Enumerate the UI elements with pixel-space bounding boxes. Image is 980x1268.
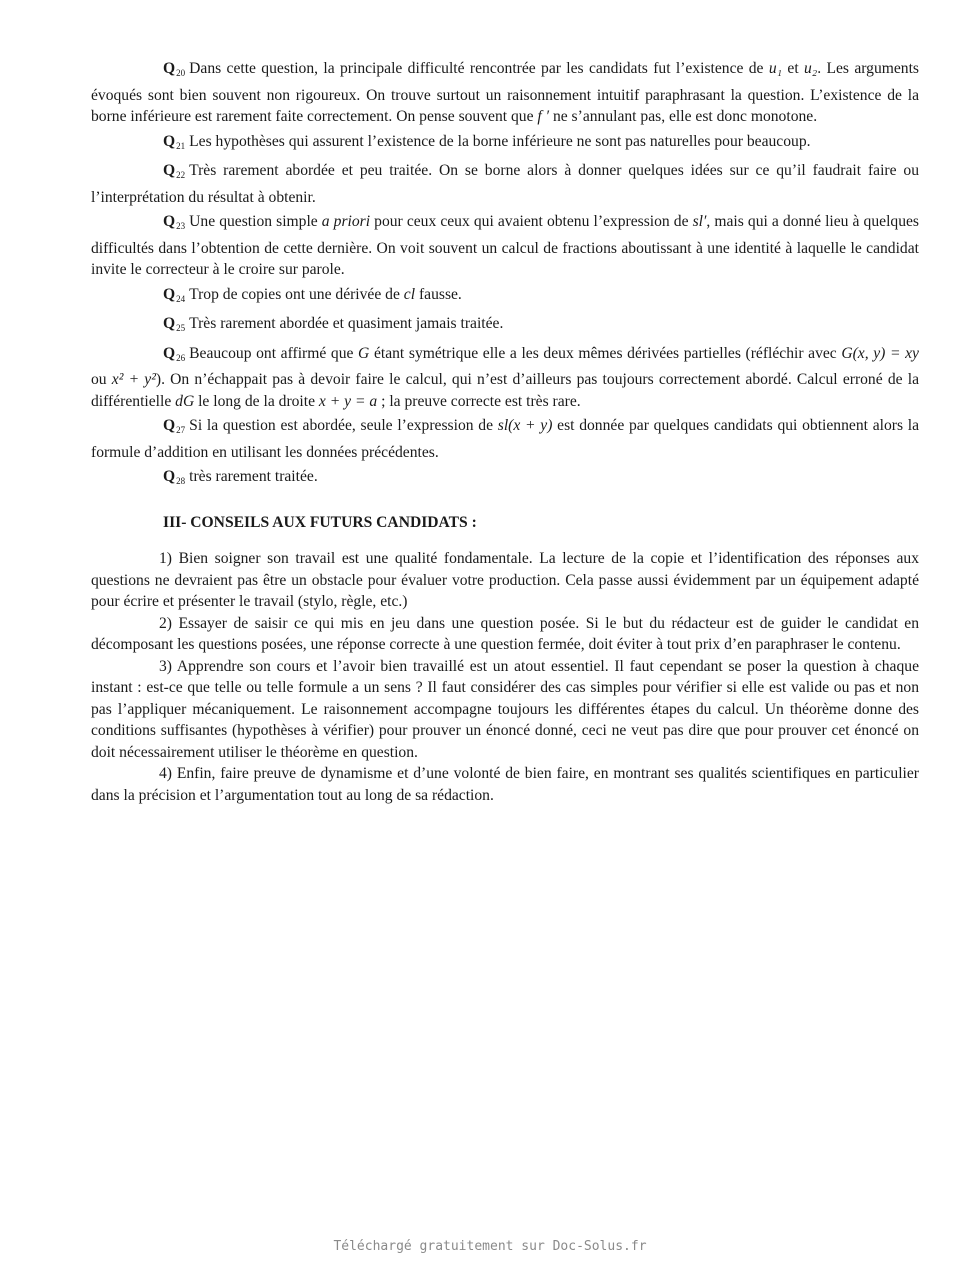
advice-paragraph: 3) Apprendre son cours et l’avoir bien travaillé est un atout essentiel. Il faut cependant se poser la question à chaque instant : est-ce que telle ou telle formule a un sens ? Il faut considérer des cas simples pour vérifier si elle est valide ou pas et non pas l’appliquer mécaniquement. Le raisonnement accompagne toujours les différentes étapes du calcul. Un théorème donne des conditions suffisantes (hypothèses à vérifier) pour prouver un énoncé donné, ceci ne veut pas dire que pour prouver cet énoncé on doit nécessairement utiliser le théorème en question.	[91, 657, 919, 761]
question-paragraph	[91, 131, 919, 158]
question-paragraph	[91, 284, 919, 311]
question-paragraph	[91, 160, 919, 208]
advice-paragraph: 4) Enfin, faire preuve de dynamisme et d’une volonté de bien faire, en montrant ses qualités scientifiques en particulier dans la précision et l’argumentation tout au long de sa rédaction.	[91, 765, 919, 804]
question-paragraph	[91, 313, 919, 340]
math-expression: x² + y²	[111, 371, 156, 388]
question-text: est donnée par quelques candidats qui obtiennent alors la formule d’addition en utilisant les données précédentes.	[91, 417, 920, 461]
footer-watermark: Téléchargé gratuitement sur Doc-Solus.fr	[333, 1239, 647, 1254]
question-text: le long de la droite	[194, 392, 319, 410]
question-text: pour ceux ceux qui avaient obtenu l’expression de	[370, 213, 693, 230]
question-number: 26	[176, 352, 186, 363]
question-label: Q	[163, 468, 176, 485]
math-expression: cl	[403, 285, 416, 303]
math-expression: sl′	[692, 213, 707, 230]
question-text: Beaucoup ont affirmé que	[189, 344, 359, 362]
math-expression: G	[358, 344, 370, 362]
question-text: Dans cette question, la principale difficulté rencontrée par les candidats fut l’existence de	[189, 60, 769, 77]
question-paragraph	[91, 415, 919, 463]
question-label: Q	[163, 315, 176, 332]
question-number: 28	[176, 476, 186, 486]
question-text: et	[782, 60, 804, 77]
section-title: III- CONSEILS AUX FUTURS CANDIDATS :	[163, 513, 477, 531]
question-text: ou	[91, 371, 112, 388]
advice-list	[91, 548, 919, 806]
math-expression: dG	[175, 392, 195, 410]
math-expression: x + y = a	[318, 392, 378, 410]
question-paragraph	[91, 343, 919, 413]
question-number: 27	[176, 425, 186, 435]
question-label: Q	[163, 213, 176, 230]
question-label: Q	[163, 417, 176, 434]
math-expression: f ′	[537, 108, 550, 125]
question-text: Très rarement abordée et quasiment jamais traitée.	[189, 315, 504, 332]
math-expression: a priori	[321, 213, 371, 230]
question-text: Si la question est abordée, seule l’expression de	[189, 417, 498, 434]
question-number: 22	[176, 170, 186, 180]
question-label: Q	[163, 344, 176, 362]
math-expression: sl(x + y)	[497, 417, 553, 434]
question-text: Les hypothèses qui assurent l’existence de la borne inférieure ne sont pas naturelles pour beaucoup.	[189, 132, 811, 150]
question-text: Très rarement abordée et peu traitée. On se borne alors à donner quelques idées sur ce qu’il faudrait faire ou l’interprétation du résultat à obtenir.	[91, 162, 919, 206]
questions-list	[91, 58, 919, 493]
question-label: Q	[163, 60, 176, 77]
question-text: . Les arguments évoqués sont bien souvent non rigoureux. On trouve surtout un raisonnement intuitif paraphrasant la question. L’existence de la borne inférieure est rarement faite correctement. On pense souvent que	[91, 60, 919, 125]
question-label: Q	[163, 162, 176, 179]
question-label: Q	[163, 285, 176, 303]
question-number: 23	[176, 221, 186, 231]
question-paragraph	[91, 466, 919, 493]
question-number: 21	[176, 140, 186, 151]
question-number: 24	[176, 293, 186, 304]
question-label: Q	[163, 132, 176, 150]
question-text: très rarement traitée.	[189, 468, 318, 485]
question-text: ; la preuve correcte est très rare.	[377, 392, 581, 410]
question-number: 25	[176, 323, 186, 333]
math-expression: u₁	[768, 60, 783, 77]
question-text: ). On n’échappait pas à devoir faire le calcul, qui n’est d’ailleurs pas toujours correctement abordé. Calcul erroné de la différentielle	[91, 371, 919, 410]
question-text: étant symétrique elle a les deux mêmes dérivées partielles (réfléchir avec	[369, 344, 842, 362]
question-number: 20	[176, 68, 186, 78]
math-expression: G(x, y) = xy	[841, 344, 919, 362]
question-paragraph	[91, 211, 919, 281]
question-text: Trop de copies ont une dérivée de	[189, 285, 404, 303]
question-paragraph	[91, 58, 919, 128]
question-text: fausse.	[415, 285, 462, 303]
math-expression: u₂	[804, 60, 818, 77]
document-page	[91, 58, 919, 806]
advice-paragraph: 2) Essayer de saisir ce qui mis en jeu dans une question posée. Si le but du rédacteur est de guider le candidat en décomposant les questions posées, une réponse correcte à une question fermée, doit éviter à tout prix d’en paraphraser le contenu.	[91, 614, 919, 653]
question-text: , mais qui a donné lieu à quelques difficultés dans l’obtention de cette dernière. On voit souvent un calcul de fractions aboutissant à une identité à laquelle le candidat invite le correcteur à le croire sur parole.	[91, 213, 919, 278]
question-text: ne s’annulant pas, elle est donc monotone.	[549, 108, 818, 125]
advice-paragraph: 1) Bien soigner son travail est une qualité fondamentale. La lecture de la copie et l’identification des réponses aux questions ne devraient pas être un obstacle pour évaluer votre production. Cela passe aussi évidemment par un équipement adapté pour écrire et présenter le travail (stylo, règle, etc.)	[91, 550, 919, 610]
question-text: Une question simple	[189, 213, 322, 230]
